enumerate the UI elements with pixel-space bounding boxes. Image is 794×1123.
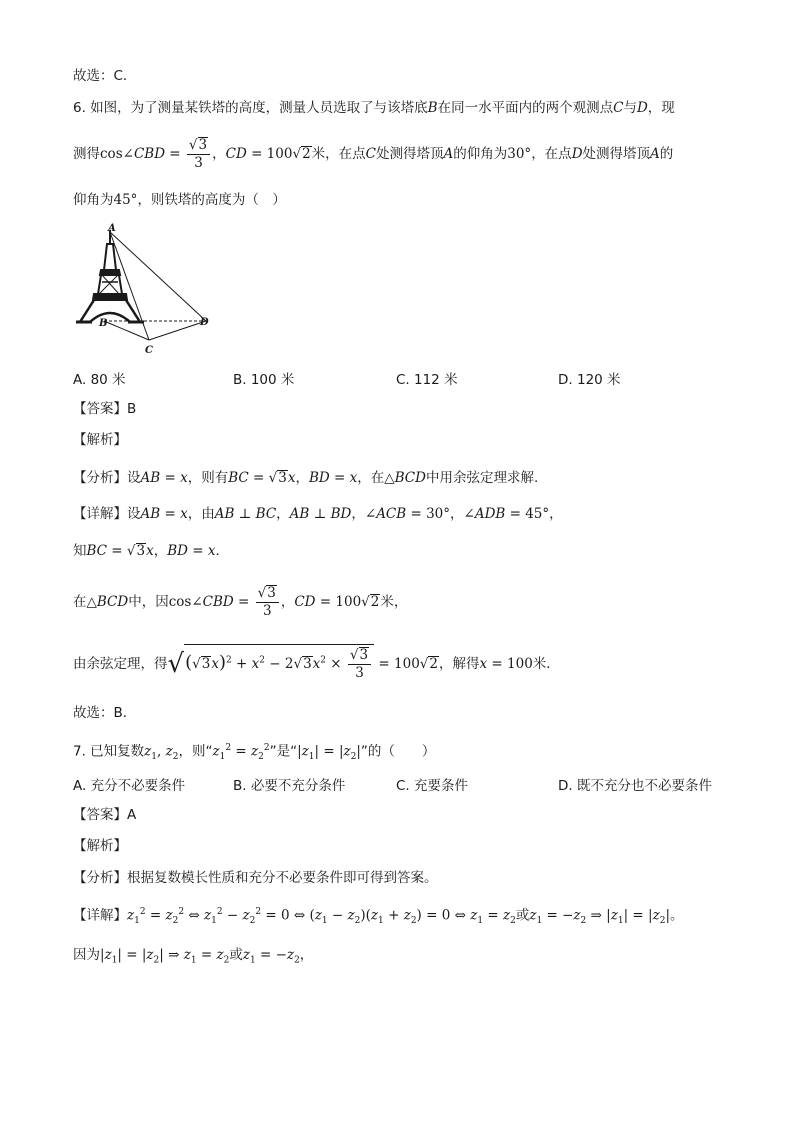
label-D: D <box>200 317 209 328</box>
tower-icon <box>76 230 144 322</box>
line-CD <box>149 321 206 340</box>
q7-option-a: A. 充分不必要条件 <box>73 778 186 794</box>
line-BC <box>104 321 149 340</box>
q6-stem-line3: 仰角为45°，则铁塔的高度为（ ） <box>73 192 286 208</box>
q5-conclusion: 故选：C． <box>73 68 137 84</box>
q6-stem-line2: 测得cos∠CBD = $\frac{√3}{3}$ ，CD = 100√2米，在点C处测得塔顶A的仰角为30°，在点D处测得塔顶A的 <box>73 136 674 171</box>
q6-zhi: 知BC = √3x，BD = x． <box>73 543 230 559</box>
q7-yinwei: 因为$|z_1| = |z_2|$ ⇒ $z_1 = z_2$或$z_1 = -z_2$， <box>73 947 314 966</box>
q7-option-b: B. 必要不充分条件 <box>233 778 346 794</box>
q7-option-c: C. 充要条件 <box>396 778 469 794</box>
q6-yuxian: 由余弦定理，得$√(√3x)^2 + x^2 - 2√3x^2$ × $\frac{√3}{3}$ = 100√2，解得x = 100米． <box>73 642 560 686</box>
q6-analysis-label: 【解析】 <box>73 432 127 448</box>
q7-fenxi: 【分析】根据复数模长性质和充分不必要条件即可得到答案。 <box>73 870 438 886</box>
q6-stem-line1: 6. 如图，为了测量某铁塔的高度，测量人员选取了与该塔底B在同一水平面内的两个观测点C与D，现 <box>73 100 675 116</box>
q7-stem: 7. 已知复数$z_1$, $z_2$，则“$z_1^2 = z_2^2$”是“$|z_1| = |z_2|$”的（ ） <box>73 743 436 763</box>
q7-option-d: D. 既不充分也不必要条件 <box>558 778 712 794</box>
line-AC <box>110 232 149 340</box>
q6-option-c: C. 112 米 <box>396 372 458 388</box>
q6-zai: 在△BCD中，因cos∠CBD = $\frac{√3}{3}$ ，CD = 100√2米， <box>73 584 408 619</box>
q6-option-a: A. 80 米 <box>73 372 126 388</box>
q6-fenxi: 【分析】设AB = x，则有BC = √3x，BD = x，在△BCD中用余弦定理求解. <box>73 470 539 486</box>
line-AD <box>110 232 206 321</box>
label-A: A <box>108 223 116 234</box>
q7-analysis-label: 【解析】 <box>73 838 127 854</box>
tower-figure <box>72 222 218 356</box>
q7-xiangjie: 【详解】$z_1^2 = z_2^2$ ⇔ $z_1^2 - z_2^2 = 0$ ⇔ $(z_1 - z_2)(z_1 + z_2) = 0$ ⇔ $z_1 = z_2$或$z_1 = -z_2$ ⇒ $|z_1| = |z_2|$。 <box>73 907 684 927</box>
q6-xiangjie: 【详解】设AB = x，由AB ⊥ BC，AB ⊥ BD，∠ACB = 30°，∠ADB = 45°， <box>73 506 563 522</box>
q6-option-d: D. 120 米 <box>558 372 621 388</box>
q6-option-b: B. 100 米 <box>233 372 295 388</box>
label-C: C <box>145 345 153 356</box>
q7-answer: 【答案】A <box>73 807 137 823</box>
q6-conclusion: 故选：B． <box>73 705 137 721</box>
q6-answer: 【答案】B <box>73 401 137 417</box>
label-B: B <box>99 318 108 329</box>
